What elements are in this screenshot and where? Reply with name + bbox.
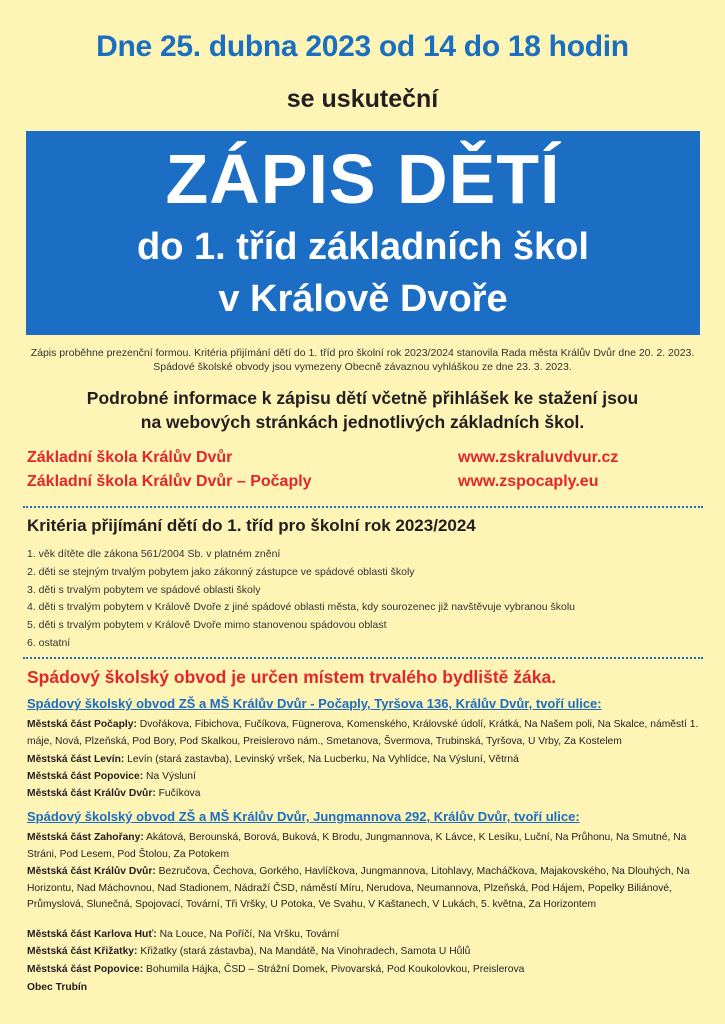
criteria-heading: Kritéria přijímání dětí do 1. tříd pro školní rok 2023/2024 <box>27 516 476 535</box>
date-headline: Dne 25. dubna 2023 od 14 do 18 hodin <box>96 30 629 63</box>
district-part <box>27 830 703 863</box>
school-name: Základní škola Králův Dvůr – Počaply <box>27 473 312 490</box>
district-part-streets: Akátová, Berounská, Borová, Buková, K Brodu, Jungmannova, K Lávce, K Lesíku, Luční, Na Průhonu, Na Smutné, Na Stráni, Pod Lesem, Pod Štolou, Za Potokem <box>27 832 687 860</box>
district-part <box>27 752 703 769</box>
district-part <box>27 944 703 961</box>
banner-subtitle-line1: do 1. tříd základních škol <box>137 226 589 268</box>
district-part <box>27 927 703 944</box>
criteria-item: 4. děti s trvalým pobytem v Králově Dvoře z jiné spádové oblasti města, kdy sourozenec již navštěvuje vybranou školu <box>27 601 576 614</box>
district-part-streets: Křižatky (stará zástavba), Na Mandátě, Na Vinohradech, Samota U Hůlů <box>137 946 471 957</box>
criteria-item: 5. děti s trvalým pobytem v Králově Dvoře mimo stanovenou spádovou oblast <box>27 619 387 632</box>
district-part-streets: Fučíkova <box>155 788 201 799</box>
school-website-link[interactable]: www.zspocaply.eu <box>458 473 599 490</box>
district-part-label: Městská část Křižatky: <box>27 946 138 957</box>
district-part-label: Městská část Zahořany: <box>27 832 144 843</box>
held-subheadline: se uskuteční <box>286 85 439 113</box>
district-part <box>27 717 703 750</box>
district-part <box>27 980 703 997</box>
criteria-item: 2. děti se stejným trvalým pobytem jako zákonný zástupce ve spádové oblasti školy <box>27 565 415 578</box>
criteria-item: 1. věk dítěte dle zákona 561/2004 Sb. v platném znění <box>27 548 281 560</box>
info-line-2: na webových stránkách jednotlivých základních škol. <box>140 412 585 432</box>
district-part-streets: Na Louce, Na Poříčí, Na Vršku, Tovární <box>156 929 340 940</box>
district-part-streets: Bohumila Hájka, ČSD – Strážní Domek, Pivovarská, Pod Koukolovkou, Preislerova <box>143 964 525 975</box>
district-part-label: Městská část Levín: <box>27 754 125 765</box>
district-part-streets: Bezručova, Čechova, Gorkého, Havlíčkova, Jungmannova, Litohlavy, Macháčkova, Majakovského, Na Dlouhých, Na Horizontu, Nad Máchovnou, Nad Stadionem, Nádraží ČSD, náměstí Míru, Nerudova, Neumannova, Plzeňská, Pod Hájem, Popelky Biliánové, Průmyslová, Slunečná, Spojovací, Tovární, Tři Vršky, U Potoka, Ve Svahu, V Kaštanech, V Lukách, 5. května, Za Horizontem <box>27 866 690 910</box>
district-part-label: Městská část Králův Dvůr: <box>27 788 156 799</box>
criteria-list <box>27 546 575 653</box>
district-part-label: Městská část Králův Dvůr: <box>27 866 156 877</box>
district-part <box>27 864 703 914</box>
district-part-streets: Dvořákova, Fibichova, Fučíkova, Fügnerova, Komenského, Královské údolí, Krátká, Na Našem poli, Na Skalce, náměstí 1. máje, Nová, Plzeňská, Pod Bory, Pod Skalkou, Preislerovo nám., Smetanova, Švermova, Trubinská, Tyršova, U Vrby, Za Kostelem <box>27 719 699 747</box>
district-part-label: Městská část Karlova Huť: <box>27 929 157 940</box>
note-line-2: Spádové školské obvody jsou vymezeny Obecně závaznou vyhláškou ze dne 23. 3. 2023. <box>153 361 572 373</box>
district-heading-pocaply: Spádový školský obvod ZŠ a MŠ Králův Dvůr - Počaply, Tyršova 136, Králův Dvůr, tvoří ulice: <box>27 696 602 711</box>
school-website-link[interactable]: www.zskraluvdvur.cz <box>458 449 619 466</box>
note-line-1: Zápis proběhne prezenční formou. Kritéria přijímání dětí do 1. tříd pro školní rok 2023/2024 stanovila Rada města Králův Dvůr dne 20. 2. 2023. <box>30 347 695 359</box>
criteria-item: 3. děti s trvalým pobytem ve spádové oblasti školy <box>27 583 261 596</box>
district-part-label: Městská část Popovice: <box>27 964 144 975</box>
district-part-label: Obec Trubín <box>27 982 88 993</box>
district-part-label: Městská část Počaply: <box>27 719 137 730</box>
district-part-streets: Levín (stará zastavba), Levinský vršek, Na Lucberku, Na Vyhlídce, Na Výsluní, Větrná <box>124 754 519 765</box>
district-part-streets: Na Výsluní <box>143 771 196 782</box>
dotted-divider <box>23 657 703 659</box>
criteria-item: 6. ostatní <box>27 636 71 649</box>
district-part-label: Městská část Popovice: <box>27 771 144 782</box>
catchment-heading: Spádový školský obvod je určen místem trvalého bydliště žáka. <box>27 667 557 687</box>
district-part <box>27 786 703 803</box>
school-name: Základní škola Králův Dvůr <box>27 449 233 466</box>
banner-subtitle-line2: v Králově Dvoře <box>218 278 508 320</box>
district-heading-jungmannova: Spádový školský obvod ZŠ a MŠ Králův Dvůr, Jungmannova 292, Králův Dvůr, tvoří ulice: <box>27 809 580 824</box>
info-line-1: Podrobné informace k zápisu dětí včetně přihlášek ke stažení jsou <box>86 388 639 408</box>
banner-title: ZÁPIS DĚTÍ <box>165 140 561 218</box>
dotted-divider <box>23 506 703 508</box>
district-part <box>27 962 703 979</box>
title-banner <box>26 131 700 335</box>
district-part <box>27 769 703 786</box>
